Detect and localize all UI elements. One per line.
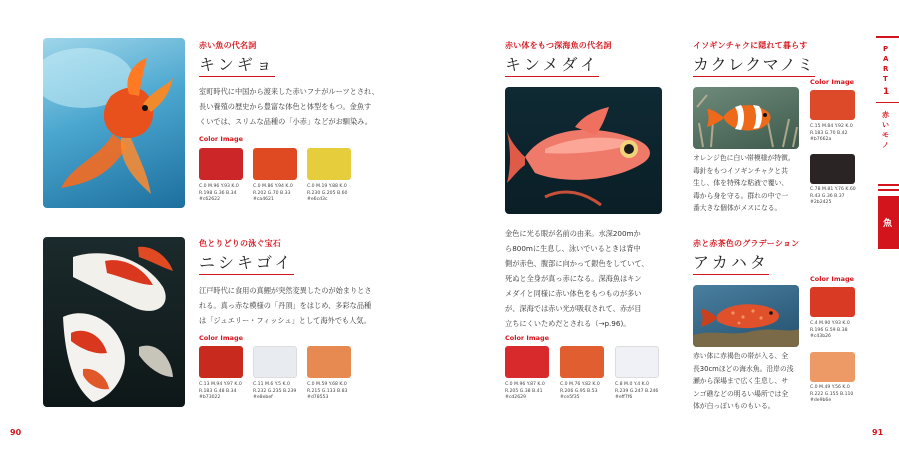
akahata-title: アカハタ	[693, 250, 769, 275]
clownfish-photo	[693, 87, 799, 149]
akahata-body	[693, 350, 805, 413]
fish-category-icon: 魚	[883, 219, 893, 229]
nishikigoi-color-image-label: Color Image	[199, 334, 244, 342]
body-line: 立ちにくいためだとされる（→p.96)。	[505, 319, 631, 328]
kinmedai-swatch-3-code: C.8 M.0 Y.4 K.0 R.239 G.247 B.246 #eff7f6	[615, 382, 659, 400]
kinmedai-swatch-1-code: C.0 M.96 Y.87 K.0 R.205 G.38 B.41 #cd2629	[505, 382, 545, 400]
kinmedai-swatch-1	[505, 346, 549, 378]
page-number-right: 91	[872, 428, 884, 437]
body-line: ら800mに生息し、泳いでいるときは背中	[505, 244, 641, 253]
kakurekuma-swatch-2	[810, 154, 855, 184]
body-line: 側が赤色、腹部に向かって銀色をしていて、	[505, 259, 649, 268]
body-line: 毒から身を守る。群れの中で一	[693, 191, 789, 200]
part-title-char: 赤	[882, 111, 889, 119]
nishikigoi-swatch-2	[253, 346, 297, 378]
page-number-left: 90	[10, 428, 22, 437]
kakurekuma-swatch-1-code: C.15 M.84 Y.92 K.0 R.183 G.70 B.42 #b7662a	[810, 124, 853, 142]
kinmedai-title: キンメダイ	[505, 52, 599, 77]
nishikigoi-swatch-1-code: C.13 M.94 Y.97 K.0 R.183 G.48 B.34 #b73022	[199, 382, 242, 400]
kingyo-color-image-label: Color Image	[199, 135, 244, 143]
tab-block	[878, 196, 899, 249]
body-line: 金色に光る眼が名前の由来。水深200mか	[505, 229, 641, 238]
kinmedai-swatch-3	[615, 346, 659, 378]
tab-top-rule	[876, 36, 899, 38]
section-tab	[870, 36, 899, 251]
part-letter: P	[883, 45, 889, 53]
body-line: が、深海では赤い光が吸収されて、赤が目	[505, 304, 642, 313]
akahata-photo	[693, 285, 799, 347]
nishikigoi-body	[199, 283, 404, 328]
nishikigoi-swatch-1	[199, 346, 243, 378]
body-line: れる。真っ赤な模様の「丹頂」をはじめ、多彩な品種	[199, 301, 372, 310]
part-letter: A	[883, 55, 889, 63]
tab-stripe	[878, 189, 899, 191]
body-line: 毒針をもつイソギンチャクと共	[693, 166, 788, 175]
akahata-color-image-label: Color Image	[810, 275, 855, 283]
body-line: 長い養殖の歴史から豊富な体色と体型をもつ。金魚す	[199, 102, 372, 111]
kingyo-swatch-1-code: C.0 M.96 Y.93 K.0 R.198 G.36 B.34 #c62622	[199, 184, 239, 202]
kinmedai-body	[505, 226, 670, 331]
part-letter: T	[883, 75, 888, 83]
body-line: 室町時代に中国から渡来した赤いフナがルーツとされ、	[199, 87, 379, 96]
koi-photo	[43, 237, 185, 407]
kinmedai-catchphrase: 赤い体をもつ深海魚の代名詞	[505, 41, 612, 50]
kakurekuma-color-image-label: Color Image	[810, 78, 855, 86]
kingyo-swatch-1	[199, 148, 243, 180]
kakurekuma-body	[693, 152, 805, 215]
kingyo-catchphrase: 赤い魚の代名詞	[199, 41, 257, 50]
body-line: 長30cmほどの海水魚。沿岸の浅	[693, 364, 794, 373]
body-line: オレンジ色に白い帯模様が特徴。	[693, 154, 795, 162]
kinmedai-swatch-2	[560, 346, 604, 378]
body-line: 生し、体を特殊な粘液で覆い、	[693, 179, 789, 187]
nishikigoi-swatch-2-code: C.11 M.6 Y.5 K.0 R.232 G.235 B.239 #e8ebef	[253, 382, 297, 400]
body-line: は「ジュエリー・フィッシュ」として海外でも人気。	[199, 316, 371, 325]
kingyo-swatch-2-code: C.0 M.86 Y.94 K.0 R.202 G.70 B.33 #ca4621	[253, 184, 293, 202]
goldfish-photo	[43, 38, 185, 208]
part-title-char: ノ	[882, 141, 889, 149]
body-line: 赤い体に赤褐色の帯が入る、全	[693, 352, 789, 360]
kinmedai-swatch-2-code: C.0 M.76 Y.82 K.0 R.206 G.95 B.53 #ce5f35	[560, 382, 600, 400]
kingyo-title: キンギョ	[199, 52, 275, 77]
body-line: 瀬から深場まで広く生息し、サ	[693, 377, 789, 385]
akahata-swatch-1	[810, 287, 855, 317]
part-title-char: モ	[882, 131, 889, 139]
body-line: ンゴ礁などの明るい場所では全	[693, 389, 789, 398]
part-letter: R	[883, 65, 889, 73]
akahata-catchphrase: 赤と赤茶色のグラデーション	[693, 239, 800, 248]
akahata-swatch-1-code: C.4 M.90 Y.93 K.0 R.196 G.59 B.38 #c43b26	[810, 321, 850, 339]
nishikigoi-title: ニシキゴイ	[199, 250, 294, 275]
kakurekuma-catchphrase: イソギンチャクに隠れて暮らす	[693, 41, 808, 50]
body-line: くいでは、スリムな品種の「小赤」などがお馴染み。	[199, 117, 372, 126]
tab-mid-rule	[876, 102, 899, 103]
akahata-swatch-2-code: C.0 M.49 Y.56 K.0 R.222 G.155 B.110 #de9b6e	[810, 385, 854, 403]
tab-stripe	[878, 184, 899, 186]
body-line: 番大きな個体がメスになる。	[693, 204, 782, 212]
part-title-char: い	[882, 121, 889, 129]
body-line: 死ぬと全身が真っ赤になる。深海魚はキン	[505, 274, 642, 283]
nishikigoi-catchphrase: 色とりどりの泳ぐ宝石	[199, 239, 281, 248]
body-line: 体が白っぽいものもいる。	[693, 402, 775, 410]
body-line: メダイと同様に赤い体色をもつものが多い	[505, 289, 642, 298]
akahata-swatch-2	[810, 352, 855, 382]
kakurekuma-title: カクレクマノミ	[693, 52, 815, 77]
kingyo-body	[199, 84, 404, 129]
body-line: 江戸時代に食用の真鯉が突然変異したのが始まりとさ	[199, 286, 372, 295]
kingyo-swatch-3-code: C.0 M.19 Y.88 K.0 R.230 G.205 B.60 #e6cd3c	[307, 184, 348, 202]
nishikigoi-swatch-3	[307, 346, 351, 378]
part-number: 1	[883, 87, 890, 97]
nishikigoi-swatch-3-code: C.0 M.59 Y.68 K.0 R.215 G.133 B.83 #d78553	[307, 382, 348, 400]
kinmedai-color-image-label: Color Image	[505, 334, 550, 342]
kingyo-swatch-2	[253, 148, 297, 180]
kakurekuma-swatch-2-code: C.78 M.81 Y.76 K.60 R.43 G.36 B.37 #2b2425	[810, 187, 856, 205]
kakurekuma-swatch-1	[810, 90, 855, 120]
kinmedai-photo	[505, 87, 662, 214]
kingyo-swatch-3	[307, 148, 351, 180]
